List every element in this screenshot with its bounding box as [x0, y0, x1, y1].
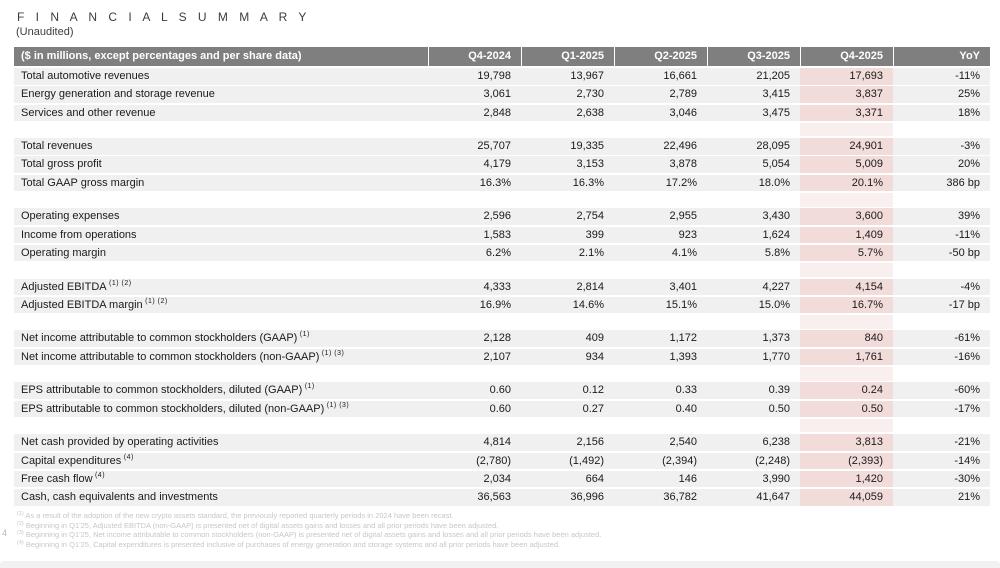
cell-q4-2025: 5.7%	[800, 245, 893, 262]
cell-yoy: -4%	[960, 280, 980, 293]
cell-yoy: 20%	[957, 158, 980, 171]
cell-q1-2025: 664	[585, 472, 604, 485]
cell-yoy: -30%	[954, 472, 980, 485]
row-label: EPS attributable to common stockholders, diluted (GAAP) $^{(1)}$	[21, 383, 315, 397]
footnote: $^{(4)}$ Beginning in Q1'25, Capital expenditures is presented inclusive of purchases of energy generation and storage systems and all prior periods have been adjusted.	[17, 539, 561, 549]
section-gap	[14, 367, 990, 381]
cell-q2-2025: 36,782	[663, 491, 697, 504]
cell-q4-2025: 16.7%	[800, 297, 893, 314]
cell-q4-2025: 17,693	[800, 68, 893, 85]
footnote: $^{(1)}$ As a result of the adoption of the new crypto assets standard, the previously reported quarterly periods in 2024 have been recast.	[17, 511, 454, 520]
cell-q3-2025: 18.0%	[758, 176, 790, 189]
cell-q1-2025: 19,335	[570, 140, 604, 153]
row-label: Net cash provided by operating activities	[21, 436, 219, 449]
row-label: Cash, cash equivalents and investments	[21, 491, 218, 504]
table-row	[14, 208, 990, 225]
cell-q4-2025: 24,901	[800, 138, 893, 155]
row-label: Total automotive revenues	[21, 70, 150, 82]
cell-q4-2024: 16.3%	[479, 176, 511, 189]
cell-q1-2025: 2.1%	[578, 246, 604, 259]
cell-q4-2024: 6.2%	[485, 246, 511, 259]
cell-q1-2025: 0.12	[582, 384, 604, 397]
cell-yoy: -11%	[955, 228, 980, 241]
cell-yoy: -17 bp	[948, 298, 980, 311]
cell-yoy: 25%	[957, 88, 980, 101]
row-label: Free cash flow $^{(4)}$	[21, 471, 106, 485]
cell-q4-2024: 2,128	[483, 332, 511, 345]
cell-q4-2024: 0.60	[489, 402, 511, 415]
cell-q4-2025: 3,813	[800, 434, 893, 451]
cell-q1-2025: 16.3%	[572, 176, 604, 189]
cell-q1-2025: 14.6%	[572, 298, 604, 311]
column-header-yoy: YoY	[893, 47, 990, 66]
cell-q1-2025: 2,814	[576, 280, 604, 293]
cell-q4-2025: 3,837	[800, 86, 893, 103]
cell-q4-2024: 4,333	[483, 280, 511, 293]
cell-yoy: 39%	[957, 210, 980, 223]
footnote-marker: (3)	[17, 530, 24, 537]
cell-q3-2025: 21,205	[756, 70, 790, 82]
cell-q3-2025: 3,415	[762, 88, 790, 101]
column-header-q1-2025: Q1-2025	[521, 47, 614, 66]
row-label: Services and other revenue	[21, 106, 156, 119]
column-header-q3-2025: Q3-2025	[707, 47, 800, 66]
cell-q3-2025: 41,647	[756, 491, 790, 504]
cell-q3-2025: 3,990	[762, 472, 790, 485]
cell-yoy: -14%	[954, 454, 980, 467]
cell-q4-2025: 4,154	[800, 279, 893, 296]
row-label: Net income attributable to common stockholders (non-GAAP) $^{(1) (3)}$	[21, 349, 345, 363]
cell-q1-2025: 2,156	[576, 436, 604, 449]
cell-q3-2025: 3,430	[762, 210, 790, 223]
footnote-marker: (4)	[92, 471, 106, 479]
highlight-column-band	[800, 315, 893, 329]
cell-q3-2025: 28,095	[756, 140, 790, 153]
cell-q1-2025: 934	[585, 350, 604, 363]
cell-q1-2025: 2,638	[576, 106, 604, 119]
cell-q4-2024: 19,798	[477, 70, 511, 82]
cell-q4-2025: 5,009	[800, 156, 893, 173]
highlight-column-band	[800, 123, 893, 137]
cell-q4-2025: 3,371	[800, 105, 893, 122]
cell-q4-2024: 16.9%	[479, 298, 511, 311]
row-label: Net income attributable to common stockholders (GAAP) $^{(1)}$	[21, 331, 310, 345]
footnote-marker: (2)	[17, 520, 24, 527]
cell-q2-2025: 3,046	[669, 106, 697, 119]
footnote-marker: (1) (2)	[106, 279, 132, 287]
table-row	[14, 279, 990, 296]
cell-q4-2025: 0.50	[800, 401, 893, 418]
cell-q4-2024: 2,848	[483, 106, 511, 119]
row-label: Total GAAP gross margin	[21, 176, 145, 189]
footnote-marker: (1) (3)	[324, 401, 350, 409]
highlight-column-band	[800, 367, 893, 381]
cell-q4-2024: 2,034	[483, 472, 511, 485]
table-header-units-label: ($ in millions, except percentages and per share data)	[21, 50, 302, 62]
cell-q2-2025: 146	[678, 472, 697, 485]
cell-q4-2025: 840	[800, 330, 893, 347]
row-label: Total gross profit	[21, 158, 102, 171]
cell-q1-2025: 399	[585, 228, 604, 241]
table-row	[14, 105, 990, 122]
cell-q2-2025: 2,955	[669, 210, 697, 223]
cell-q2-2025: 1,393	[669, 350, 697, 363]
footnote-marker: (1)	[302, 383, 315, 391]
table-header-row	[14, 47, 990, 66]
cell-q4-2024: 2,107	[483, 350, 511, 363]
cell-q2-2025: 2,789	[669, 88, 697, 101]
cell-q3-2025: (2,248)	[755, 454, 790, 467]
cell-q3-2025: 3,475	[762, 106, 790, 119]
footnote-marker: (1) (3)	[319, 349, 345, 357]
cell-q4-2024: 1,583	[483, 228, 511, 241]
cell-yoy: -21%	[954, 436, 980, 449]
cell-q2-2025: (2,394)	[662, 454, 697, 467]
row-label: Operating margin	[21, 246, 106, 259]
cell-q3-2025: 5,054	[762, 158, 790, 171]
section-gap	[14, 193, 990, 207]
cell-q1-2025: 0.27	[582, 402, 604, 415]
cell-q2-2025: 4.1%	[671, 246, 697, 259]
row-label: Total revenues	[21, 140, 93, 153]
cell-yoy: -50 bp	[948, 246, 980, 259]
cell-q4-2024: 36,563	[477, 491, 511, 504]
cell-q4-2025: 1,420	[800, 471, 893, 488]
table-row	[14, 175, 990, 192]
table-row	[14, 245, 990, 262]
column-header-q2-2025: Q2-2025	[614, 47, 707, 66]
footnote-marker: (4)	[17, 539, 24, 546]
cell-q4-2025: 44,059	[800, 489, 893, 506]
cell-q1-2025: 13,967	[570, 70, 604, 82]
row-label: Income from operations	[21, 228, 137, 241]
page-number: 4	[2, 528, 8, 538]
table-row	[14, 297, 990, 314]
cell-q4-2024: 2,596	[483, 210, 511, 223]
cell-q2-2025: 2,540	[669, 436, 697, 449]
table-row	[14, 330, 990, 347]
table-body	[14, 68, 990, 506]
section-gap	[14, 123, 990, 137]
cell-q1-2025: (1,492)	[569, 454, 604, 467]
cell-q3-2025: 1,624	[762, 228, 790, 241]
cell-yoy: -61%	[954, 332, 980, 345]
cell-yoy: -60%	[954, 384, 980, 397]
row-label: Capital expenditures $^{(4)}$	[21, 453, 134, 467]
bottom-edge-strip	[0, 561, 1000, 568]
row-label: Energy generation and storage revenue	[21, 88, 215, 101]
table-row	[14, 471, 990, 488]
cell-q4-2024: (2,780)	[476, 454, 511, 467]
financial-summary-table	[14, 47, 990, 507]
row-label: Adjusted EBITDA margin $^{(1) (2)}$	[21, 297, 168, 311]
cell-q4-2025: 20.1%	[800, 175, 893, 192]
cell-yoy: 386 bp	[946, 176, 980, 189]
cell-q2-2025: 15.1%	[665, 298, 697, 311]
cell-q1-2025: 2,754	[576, 210, 604, 223]
table-row	[14, 401, 990, 418]
highlight-column-band	[800, 419, 893, 433]
cell-q3-2025: 5.8%	[764, 246, 790, 259]
column-header-q4-2024: Q4-2024	[428, 47, 521, 66]
cell-q1-2025: 409	[585, 332, 604, 345]
cell-q3-2025: 4,227	[762, 280, 790, 293]
cell-yoy: 21%	[957, 491, 980, 504]
highlight-column-band	[800, 193, 893, 207]
cell-yoy: -11%	[955, 70, 980, 82]
section-gap	[14, 263, 990, 277]
cell-q4-2025: 3,600	[800, 208, 893, 225]
cell-q1-2025: 2,730	[576, 88, 604, 101]
cell-q3-2025: 0.50	[768, 402, 790, 415]
cell-q2-2025: 16,661	[663, 70, 697, 82]
cell-yoy: -17%	[954, 402, 980, 415]
cell-q4-2025: 1,761	[800, 349, 893, 366]
cell-yoy: 18%	[957, 106, 980, 119]
row-label: Operating expenses	[21, 210, 120, 223]
cell-q2-2025: 3,401	[669, 280, 697, 293]
cell-q4-2024: 3,061	[483, 88, 511, 101]
cell-q3-2025: 6,238	[762, 436, 790, 449]
cell-q3-2025: 1,770	[762, 350, 790, 363]
cell-q3-2025: 1,373	[762, 332, 790, 345]
footnote-marker: (1)	[297, 331, 310, 339]
cell-q2-2025: 923	[678, 228, 697, 241]
cell-q1-2025: 3,153	[576, 158, 604, 171]
cell-q2-2025: 3,878	[669, 158, 697, 171]
table-row	[14, 68, 990, 85]
column-header-q4-2025: Q4-2025	[800, 47, 893, 66]
cell-q4-2025: 0.24	[800, 382, 893, 399]
cell-q3-2025: 0.39	[768, 384, 790, 397]
cell-q4-2024: 4,179	[483, 158, 511, 171]
table-row	[14, 156, 990, 173]
page-title: F I N A N C I A L S U M M A R Y	[17, 10, 311, 24]
footnote-marker: (4)	[121, 453, 134, 461]
cell-q4-2024: 25,707	[477, 140, 511, 153]
table-row	[14, 86, 990, 103]
section-gap	[14, 315, 990, 329]
row-label: Adjusted EBITDA $^{(1) (2)}$	[21, 279, 132, 293]
cell-yoy: -3%	[960, 140, 980, 153]
footnotes	[17, 511, 601, 549]
cell-q4-2024: 0.60	[489, 384, 511, 397]
table-row	[14, 382, 990, 399]
footnote: $^{(3)}$ Beginning in Q1'25, Net income attributable to common stockholders (non-GAAP) is presented net of digital assets gains and losses and all prior periods have been adjusted.	[17, 530, 602, 540]
cell-q2-2025: 0.33	[675, 384, 697, 397]
table-row	[14, 434, 990, 451]
cell-q2-2025: 22,496	[663, 140, 697, 153]
cell-q3-2025: 15.0%	[758, 298, 790, 311]
cell-q2-2025: 1,172	[669, 332, 697, 345]
highlight-column-band	[800, 263, 893, 277]
cell-q4-2025: (2,393)	[800, 453, 893, 470]
footnote-marker: (1)	[17, 511, 24, 517]
footnote: $^{(2)}$ Beginning in Q1'25, Adjusted EBITDA (non-GAAP) is presented net of digital assets gains and losses and all prior periods have been adjusted.	[17, 520, 499, 530]
table-row	[14, 453, 990, 470]
section-gap	[14, 419, 990, 433]
footnote-marker: (1) (2)	[142, 297, 168, 305]
cell-q2-2025: 0.40	[675, 402, 697, 415]
cell-q1-2025: 36,996	[570, 491, 604, 504]
row-label: EPS attributable to common stockholders, diluted (non-GAAP) $^{(1) (3)}$	[21, 401, 350, 415]
table-row	[14, 138, 990, 155]
table-row	[14, 489, 990, 506]
page-subtitle: (Unaudited)	[16, 26, 74, 38]
cell-q4-2025: 1,409	[800, 227, 893, 244]
table-row	[14, 227, 990, 244]
table-row	[14, 349, 990, 366]
cell-q2-2025: 17.2%	[665, 176, 697, 189]
cell-yoy: -16%	[954, 350, 980, 363]
cell-q4-2024: 4,814	[483, 436, 511, 449]
